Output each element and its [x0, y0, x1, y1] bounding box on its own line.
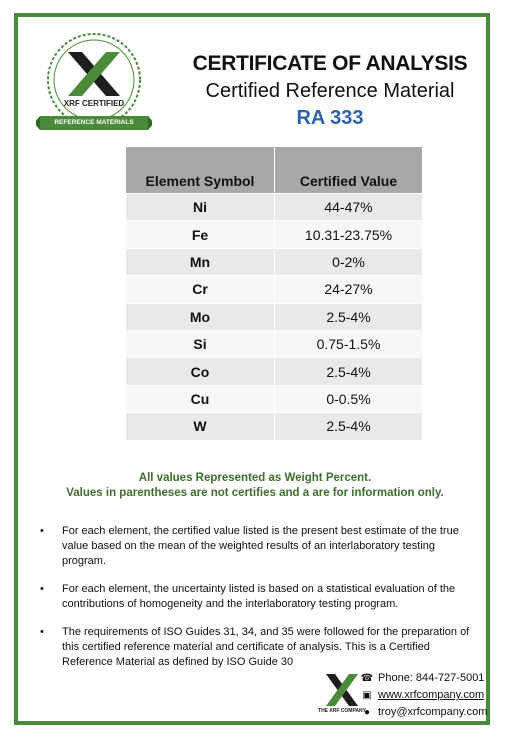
element-symbol: W	[126, 413, 275, 440]
certified-value: 24-27%	[275, 276, 423, 303]
element-symbol: Cr	[126, 276, 275, 303]
email-row[interactable]	[360, 704, 487, 721]
bullet-icon: •	[40, 626, 44, 638]
material-code: RA 333	[296, 107, 364, 129]
person-icon: ●	[363, 707, 371, 718]
list-item	[40, 582, 480, 612]
table-row	[126, 221, 422, 248]
table-row	[126, 358, 422, 385]
table-row	[126, 276, 422, 303]
column-header-value: Certified Value	[275, 147, 423, 194]
email-text[interactable]: troy@xrfcompany.com	[378, 706, 488, 718]
table-row	[126, 248, 422, 275]
contact-info	[360, 670, 487, 721]
bullet-text: For each element, the uncertainty listed is based on a statistical evaluation of the contributions of homogeneity and the interlaboratory testing program.	[62, 583, 456, 610]
certified-value: 10.31-23.75%	[275, 221, 423, 248]
certified-value: 0.75-1.5%	[275, 330, 423, 357]
table-row	[126, 385, 422, 412]
badge-text: XRF CERTIFIED	[63, 99, 125, 108]
website-row[interactable]	[360, 687, 487, 704]
xrf-certified-logo	[36, 30, 152, 142]
table-row	[126, 194, 422, 221]
certified-value: 2.5-4%	[275, 303, 423, 330]
table-row	[126, 330, 422, 357]
bullet-list	[40, 524, 480, 683]
certified-value: 44-47%	[275, 194, 423, 221]
element-symbol: Co	[126, 358, 275, 385]
certified-value: 2.5-4%	[275, 358, 423, 385]
table-row	[126, 303, 422, 330]
monitor-icon: ▣	[362, 690, 372, 701]
element-symbol: Cu	[126, 385, 275, 412]
element-symbol: Ni	[126, 194, 275, 221]
page-title: CERTIFICATE OF ANALYSIS	[192, 52, 468, 75]
footer-logo-text: THE XRF COMPANY	[318, 708, 366, 714]
header	[180, 52, 480, 130]
element-symbol: Si	[126, 330, 275, 357]
bullet-icon: •	[40, 583, 44, 595]
bullet-icon: •	[40, 525, 44, 537]
certified-value: 0-2%	[275, 248, 423, 275]
phone-row	[360, 670, 487, 687]
page-subtitle: Certified Reference Material	[205, 80, 455, 102]
parentheses-note: Values in parentheses are not certifies and a are for information only.	[66, 487, 444, 499]
element-symbol: Mn	[126, 248, 275, 275]
element-symbol: Mo	[126, 303, 275, 330]
certified-values-table	[126, 147, 422, 440]
column-header-element: Element Symbol	[126, 147, 275, 194]
table-header-row	[126, 147, 422, 194]
list-item	[40, 625, 480, 670]
phone-icon: ☎	[360, 673, 374, 684]
table-row	[126, 413, 422, 440]
list-item	[40, 524, 480, 569]
certified-value: 0-0.5%	[275, 385, 423, 412]
weight-percent-note: All values Represented as Weight Percent.	[138, 472, 372, 484]
ribbon-text: REFERENCE MATERIALS	[54, 119, 134, 126]
website-link[interactable]: www.xrfcompany.com	[378, 689, 485, 701]
element-symbol: Fe	[126, 221, 275, 248]
certified-value: 2.5-4%	[275, 413, 423, 440]
bullet-text: For each element, the certified value listed is the present best estimate of the true value based on the mean of the weighted results of an interlaboratory testing program.	[62, 525, 459, 567]
phone-text: Phone: 844-727-5001	[378, 672, 485, 684]
bullet-text: The requirements of ISO Guides 31, 34, and 35 were followed for the preparation of this certified reference material and certificate of analysis. This is a Certified Reference Material as defined by ISO Guide 30	[62, 626, 470, 668]
